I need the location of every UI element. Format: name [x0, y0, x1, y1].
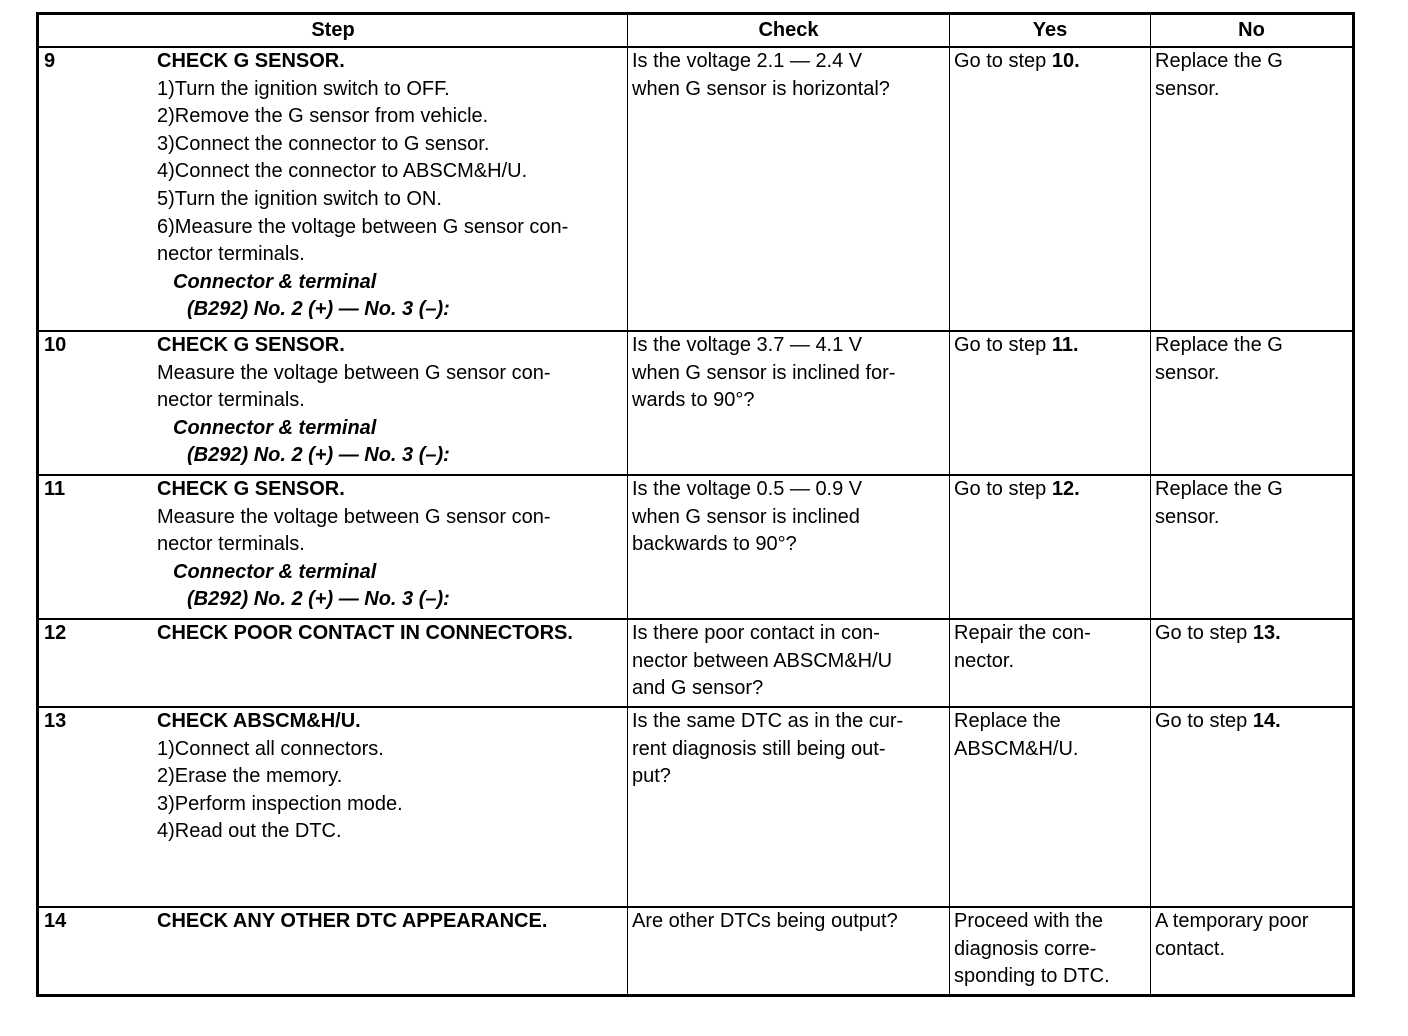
- yes-text: Go to step: [954, 478, 1052, 500]
- yes-step-ref: 10.: [1051, 50, 1080, 72]
- yes-cell: [950, 907, 1151, 995]
- yes-line: ABSCM&H/U.: [954, 737, 1079, 760]
- connector-label: Connector & terminal: [173, 270, 377, 293]
- step-line: 3)Connect the connector to G sensor.: [157, 132, 490, 155]
- step-line: 4)Read out the DTC.: [157, 820, 342, 843]
- check-line: when G sensor is inclined for-: [632, 361, 896, 384]
- no-line: contact.: [1155, 937, 1226, 960]
- check-cell: [628, 47, 950, 331]
- check-line: Is the voltage 2.1 — 2.4 V: [632, 50, 863, 72]
- table-row: [38, 907, 1354, 995]
- check-line: Are other DTCs being output?: [632, 910, 898, 932]
- step-line: 6)Measure the voltage between G sensor con-: [157, 215, 569, 238]
- yes-cell: [950, 331, 1151, 475]
- step-line: 1)Turn the ignition switch to OFF.: [157, 77, 450, 100]
- step-number: 9: [44, 50, 56, 72]
- no-line: A temporary poor: [1155, 910, 1309, 932]
- yes-step-ref: 11.: [1051, 334, 1079, 356]
- table-row: [38, 47, 1354, 331]
- step-line: nector terminals.: [157, 389, 305, 412]
- step-line: 2)Remove the G sensor from vehicle.: [157, 105, 489, 128]
- check-line: Is there poor contact in con-: [632, 622, 880, 644]
- step-cell: [38, 475, 628, 619]
- header-yes: Yes: [950, 14, 1151, 48]
- step-line: nector terminals.: [157, 533, 305, 556]
- yes-cell: [950, 475, 1151, 619]
- check-line: rent diagnosis still being out-: [632, 737, 886, 760]
- step-cell: [38, 47, 628, 331]
- step-cell: [38, 907, 628, 995]
- step-title: CHECK G SENSOR.: [157, 478, 345, 500]
- step-cell: [38, 619, 628, 707]
- no-cell: [1151, 707, 1354, 907]
- yes-step-ref: 12.: [1051, 478, 1080, 500]
- step-cell: [38, 331, 628, 475]
- table-row: [38, 331, 1354, 475]
- step-line: 3)Perform inspection mode.: [157, 792, 403, 815]
- check-line: Is the same DTC as in the cur-: [632, 710, 904, 732]
- connector-value: (B292) No. 2 (+) — No. 3 (–):: [187, 444, 450, 467]
- step-line: Measure the voltage between G sensor con-: [157, 361, 551, 384]
- step-cell: [38, 707, 628, 907]
- step-number: 13: [44, 710, 67, 732]
- yes-line: Replace the: [954, 710, 1061, 732]
- no-cell: [1151, 475, 1354, 619]
- check-cell: [628, 907, 950, 995]
- no-line: Replace the G: [1155, 334, 1283, 356]
- check-line: and G sensor?: [632, 677, 764, 700]
- check-line: backwards to 90°?: [632, 533, 797, 556]
- header-no: No: [1151, 14, 1354, 48]
- no-cell: [1151, 331, 1354, 475]
- no-text: Go to step: [1155, 622, 1253, 644]
- step-number: 11: [44, 478, 66, 500]
- step-number: 14: [44, 910, 67, 932]
- header-row: [38, 14, 1354, 48]
- check-cell: [628, 619, 950, 707]
- no-text: Go to step: [1155, 710, 1253, 732]
- no-step-ref: 13.: [1252, 622, 1281, 644]
- yes-line: nector.: [954, 649, 1015, 672]
- yes-text: Go to step: [954, 334, 1052, 356]
- table-row: [38, 707, 1354, 907]
- no-line: Replace the G: [1155, 478, 1283, 500]
- header-step: Step: [38, 14, 628, 48]
- step-number: 12: [44, 622, 67, 644]
- yes-cell: [950, 707, 1151, 907]
- no-line: sensor.: [1155, 361, 1220, 384]
- connector-value: (B292) No. 2 (+) — No. 3 (–):: [187, 298, 450, 321]
- no-cell: [1151, 619, 1354, 707]
- step-title: CHECK ANY OTHER DTC APPEARANCE.: [157, 910, 548, 932]
- check-line: when G sensor is horizontal?: [632, 77, 890, 100]
- no-line: Replace the G: [1155, 50, 1283, 72]
- connector-label: Connector & terminal: [173, 560, 377, 583]
- step-number: 10: [44, 334, 67, 356]
- check-cell: [628, 331, 950, 475]
- step-line: nector terminals.: [157, 243, 305, 266]
- step-line: 1)Connect all connectors.: [157, 737, 384, 760]
- yes-cell: [950, 47, 1151, 331]
- check-cell: [628, 475, 950, 619]
- check-line: nector between ABSCM&H/U: [632, 649, 893, 672]
- yes-line: sponding to DTC.: [954, 965, 1110, 988]
- header-check: Check: [628, 14, 950, 48]
- check-cell: [628, 707, 950, 907]
- no-line: sensor.: [1155, 77, 1220, 100]
- step-title: CHECK POOR CONTACT IN CONNECTORS.: [157, 622, 573, 644]
- no-line: sensor.: [1155, 505, 1220, 528]
- table-row: [38, 619, 1354, 707]
- connector-label: Connector & terminal: [173, 416, 377, 439]
- yes-line: Repair the con-: [954, 622, 1091, 644]
- check-line: put?: [632, 765, 671, 788]
- check-line: wards to 90°?: [632, 389, 755, 412]
- yes-cell: [950, 619, 1151, 707]
- check-line: when G sensor is inclined: [632, 505, 860, 528]
- yes-text: Go to step: [954, 50, 1052, 72]
- table-row: [38, 475, 1354, 619]
- step-title: CHECK ABSCM&H/U.: [157, 710, 361, 732]
- yes-line: diagnosis corre-: [954, 937, 1097, 960]
- step-title: CHECK G SENSOR.: [157, 334, 345, 356]
- check-line: Is the voltage 3.7 — 4.1 V: [632, 334, 863, 356]
- check-line: Is the voltage 0.5 — 0.9 V: [632, 478, 863, 500]
- step-line: 2)Erase the memory.: [157, 765, 343, 788]
- connector-value: (B292) No. 2 (+) — No. 3 (–):: [187, 588, 450, 611]
- step-line: 5)Turn the ignition switch to ON.: [157, 187, 442, 210]
- no-cell: [1151, 907, 1354, 995]
- yes-line: Proceed with the: [954, 910, 1103, 932]
- step-line: 4)Connect the connector to ABSCM&H/U.: [157, 160, 528, 183]
- diagnostic-table: [36, 12, 1355, 997]
- no-step-ref: 14.: [1252, 710, 1281, 732]
- step-line: Measure the voltage between G sensor con-: [157, 505, 551, 528]
- no-cell: [1151, 47, 1354, 331]
- step-title: CHECK G SENSOR.: [157, 50, 345, 72]
